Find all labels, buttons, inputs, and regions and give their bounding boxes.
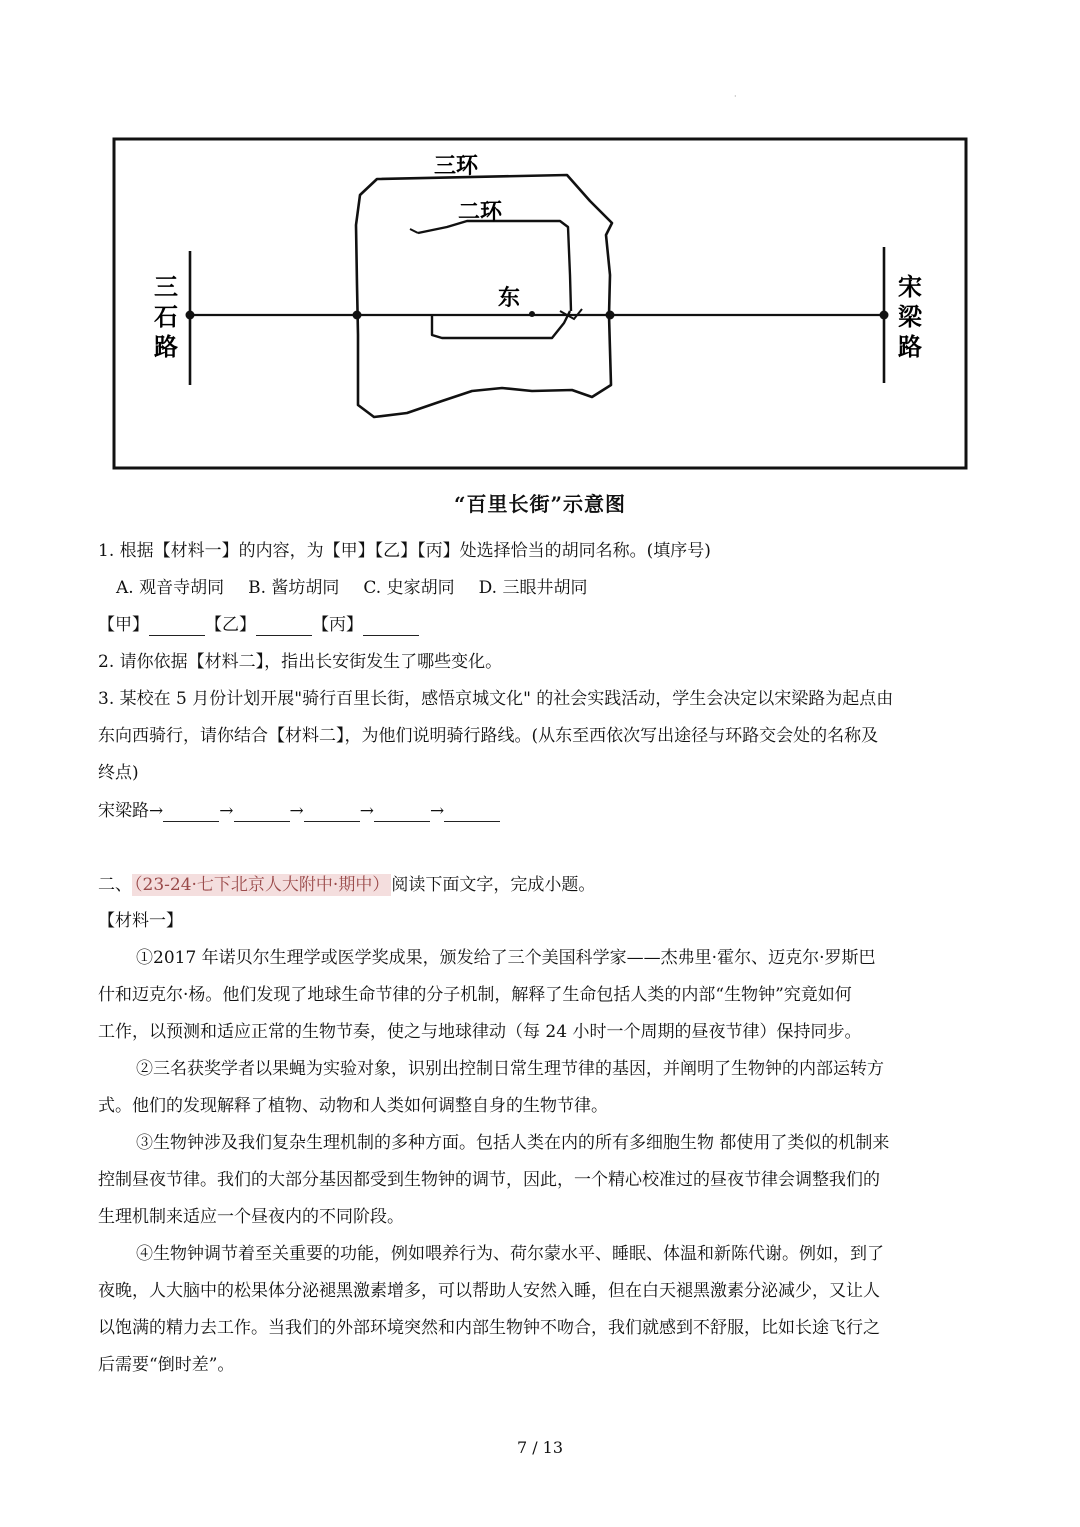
question-2: 2. 请你依据【材料二】，指出长安街发生了哪些变化。 (98, 652, 503, 672)
rightRoad-char: 宋 (898, 273, 922, 301)
para4-line4: 后需要“倒时差”。 (98, 1355, 235, 1375)
para4-line2: 夜晚，人大脑中的松果体分泌褪黑激素增多，可以帮助人安然入睡，但在白天褪黑激素分泌减少，又让人 (98, 1281, 880, 1301)
label-songliang-road (898, 273, 923, 361)
junction-songliang (880, 311, 889, 320)
route-arrow: → (289, 801, 304, 821)
question-3-line-3: 终点) (98, 763, 139, 783)
rightRoad-char: 路 (898, 333, 922, 361)
route-arrow: → (149, 801, 164, 821)
question-1-blanks (98, 614, 419, 636)
question-3-line-2: 东向西骑行，请你结合【材料二】，为他们说明骑行路线。(从东至西依次写出途径与环路交会处的名称及 (98, 726, 879, 746)
answer-blank-yi[interactable] (256, 617, 312, 636)
junction-east-2nd (529, 311, 535, 317)
section-2-prefix: 二、 (98, 875, 132, 895)
section-2-heading (98, 874, 595, 896)
question-1: 1. 根据【材料一】的内容，为【甲】【乙】【丙】处选择恰当的胡同名称。(填序号) (98, 541, 711, 561)
label-sanshi-road (154, 273, 178, 361)
leftRoad-char: 三 (154, 273, 178, 301)
junction-west-3rd (353, 311, 362, 320)
option-d: D. 三眼井胡同 (478, 578, 588, 598)
rightRoad-char: 梁 (898, 303, 922, 331)
junction-sanshi (186, 311, 195, 320)
second-ring-road (418, 221, 571, 311)
source-tag: （23-24·七下北京人大附中·期中） (134, 875, 390, 895)
para4-line1: ④生物钟调节着至关重要的功能，例如喂养行为、荷尔蒙水平、睡眠、体温和新陈代谢。例如，到了 (136, 1244, 884, 1264)
scan-speck: · (734, 92, 737, 101)
route-blank-5[interactable] (444, 803, 500, 822)
junction-east-3rd (606, 311, 615, 320)
para3-line3: 生理机制来适应一个昼夜内的不同阶段。 (98, 1207, 404, 1227)
leftRoad-char: 石 (154, 303, 178, 331)
leftRoad-char: 路 (154, 333, 178, 361)
para1-line3: 工作，以预测和适应正常的生物节奏，使之与地球律动（每 24 小时一个周期的昼夜节律）保持同步。 (98, 1022, 862, 1042)
para1-line2: 什和迈克尔·杨。他们发现了地球生命节律的分子机制，解释了生命包括人类的内部“生物钟”究竟如何 (98, 985, 852, 1005)
route-answer-line (98, 800, 500, 822)
para3-line2: 控制昼夜节律。我们的大部分基因都受到生物钟的调节，因此，一个精心校准过的昼夜节律会调整我们的 (98, 1170, 880, 1190)
label-ring2: 二环 (458, 200, 503, 225)
answer-blank-bing[interactable] (363, 617, 419, 636)
route-blank-4[interactable] (374, 803, 430, 822)
material-title: 【材料一】 (98, 911, 183, 931)
route-start: 宋梁路 (98, 801, 149, 821)
blank-label-bing: 【丙】 (312, 615, 363, 635)
option-a: A. 观音寺胡同 (116, 578, 225, 598)
route-blank-3[interactable] (304, 803, 360, 822)
map-frame (114, 139, 966, 468)
route-arrow: → (430, 801, 445, 821)
answer-blank-jia[interactable] (149, 617, 205, 636)
para1-line1: ①2017 年诺贝尔生理学或医学奖成果，颁发给了三个美国科学家——杰弗里·霍尔、迈克尔·罗斯巴 (136, 948, 876, 968)
map-caption: “百里长街”示意图 (453, 492, 626, 516)
blank-label-yi: 【乙】 (205, 615, 256, 635)
option-c: C. 史家胡同 (363, 578, 455, 598)
question-1-options (116, 577, 587, 599)
question-3-line-1: 3. 某校在 5 月份计划开展"骑行百里长街，感悟京城文化" 的社会实践活动，学生会决定以宋梁路为起点由 (98, 689, 894, 709)
route-arrow: → (359, 801, 374, 821)
route-arrow: → (219, 801, 234, 821)
route-blank-1[interactable] (163, 803, 219, 822)
para3-line1: ③生物钟涉及我们复杂生理机制的多种方面。包括人类在内的所有多细胞生物 都使用了类似的机制来 (136, 1133, 890, 1153)
hundred-li-street-map (112, 135, 968, 471)
label-east: 东 (498, 286, 521, 311)
blank-label-jia: 【甲】 (98, 615, 149, 635)
para2-line2: 式。他们的发现解释了植物、动物和人类如何调整自身的生物节律。 (98, 1096, 608, 1116)
para2-line1: ②三名获奖学者以果蝇为实验对象，识别出控制日常生理节律的基因，并阐明了生物钟的内部运转方 (136, 1059, 884, 1079)
option-b: B. 酱坊胡同 (248, 578, 340, 598)
route-blank-2[interactable] (234, 803, 290, 822)
section-2-instruction: 阅读下面文字，完成小题。 (391, 875, 596, 895)
page-number: 7 / 13 (516, 1438, 564, 1457)
label-ring3: 三环 (434, 154, 479, 179)
para4-line3: 以饱满的精力去工作。当我们的外部环境突然和内部生物钟不吻合，我们就感到不舒服，比如长途飞行之 (98, 1318, 880, 1338)
